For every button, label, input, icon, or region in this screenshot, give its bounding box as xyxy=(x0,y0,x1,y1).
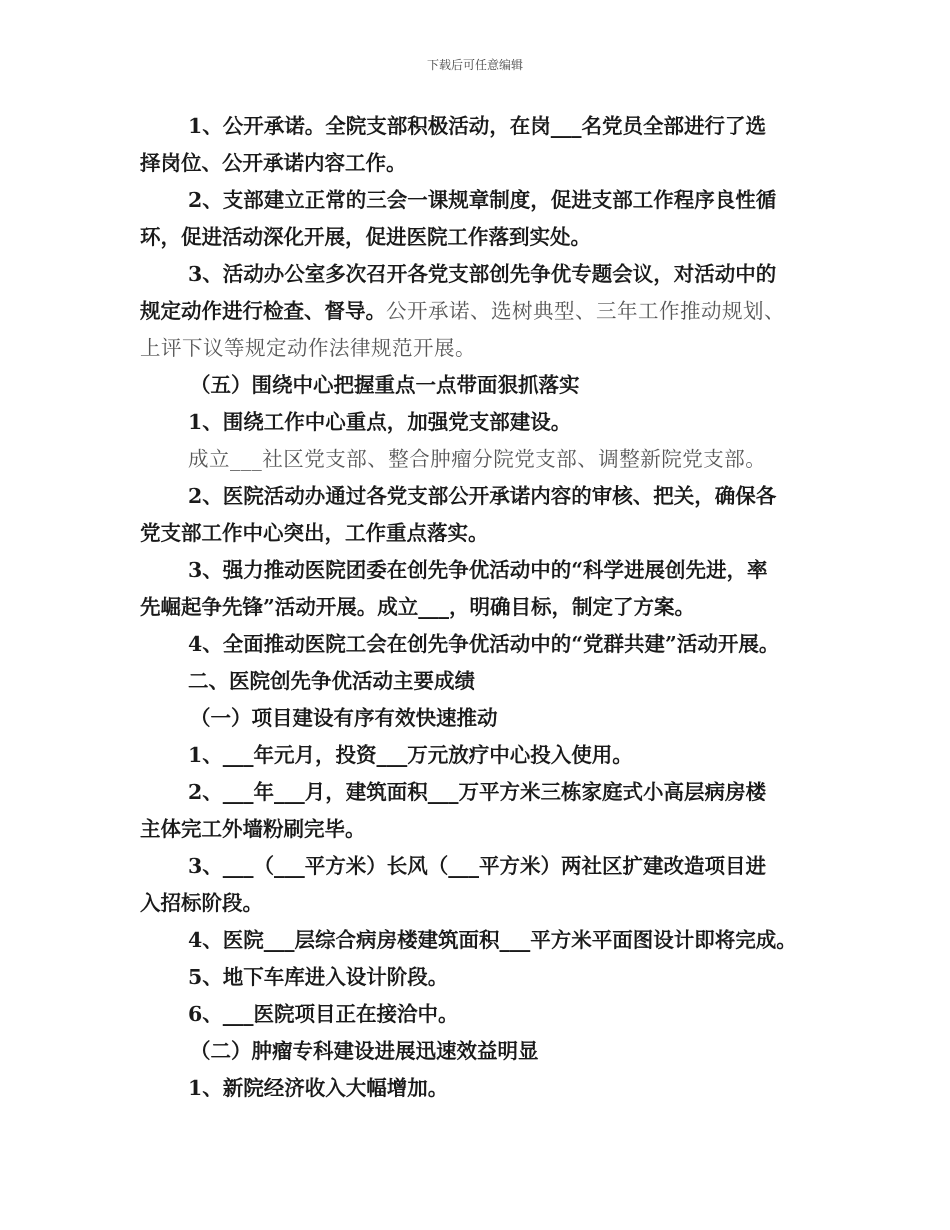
line-segment: 规定动作进行检查、督导。 xyxy=(140,299,386,323)
paragraph-line: 1、围绕工作中心重点，加强党支部建设。 xyxy=(188,410,572,434)
paragraph-line xyxy=(140,293,830,330)
paragraph-line: 1、新院经济收入大幅增加。 xyxy=(188,1076,449,1100)
paragraph-line: 环，促进活动深化开展，促进医院工作落到实处。 xyxy=(140,225,591,249)
paragraph-line: 1、公开承诺。全院支部积极活动，在岗___名党员全部进行了选 xyxy=(188,114,767,138)
paragraph-line: 1、___年元月，投资___万元放疗中心投入使用。 xyxy=(188,743,633,767)
section-heading: （一）项目建设有序有效快速推动 xyxy=(190,706,498,730)
paragraph-line: 2、___年___月，建筑面积___万平方米三栋家庭式小高层病房楼 xyxy=(188,780,767,804)
section-heading: （五）围绕中心把握重点一点带面狠抓落实 xyxy=(190,373,580,397)
section-heading: （二）肿瘤专科建设进展迅速效益明显 xyxy=(190,1039,539,1063)
paragraph-line: 4、全面推动医院工会在创先争优活动中的“党群共建”活动开展。 xyxy=(188,632,780,656)
paragraph-line: 3、强力推动医院团委在创先争优活动中的“科学进展创先进，率 xyxy=(188,558,768,582)
paragraph-line: 择岗位、公开承诺内容工作。 xyxy=(140,151,407,175)
paragraph-line: 4、医院___层综合病房楼建筑面积___平方米平面图设计即将完成。 xyxy=(188,928,797,952)
page-header: 下载后可任意编辑 xyxy=(426,58,523,72)
paragraph-line: 2、支部建立正常的三会一课规章制度，促进支部工作程序良性循 xyxy=(188,188,777,212)
line-segment: 公开承诺、选树典型、三年工作推动规划、 xyxy=(386,299,785,323)
paragraph-line: 党支部工作中心突出，工作重点落实。 xyxy=(140,521,489,545)
paragraph-line: 先崛起争先锋”活动开展。成立___，明确目标，制定了方案。 xyxy=(140,595,696,619)
paragraph-line: 6、___医院项目正在接洽中。 xyxy=(188,1002,459,1026)
paragraph-line: 3、活动办公室多次召开各党支部创先争优专题会议，对活动中的 xyxy=(188,262,777,286)
paragraph-line: 主体完工外墙粉刷完毕。 xyxy=(140,817,366,841)
paragraph-line: 5、地下车库进入设计阶段。 xyxy=(188,965,449,989)
paragraph-line: 入招标阶段。 xyxy=(140,891,263,915)
section-heading: 二、医院创先争优活动主要成绩 xyxy=(188,669,475,693)
document-body xyxy=(140,108,830,1107)
paragraph-line: 上评下议等规定动作法律规范开展。 xyxy=(140,336,476,360)
paragraph-line: 成立___社区党支部、整合肿瘤分院党支部、调整新院党支部。 xyxy=(188,447,767,471)
paragraph-line: 2、医院活动办通过各党支部公开承诺内容的审核、把关，确保各 xyxy=(188,484,777,508)
paragraph-line: 3、___（___平方米）长风（___平方米）两社区扩建改造项目进 xyxy=(188,854,767,878)
